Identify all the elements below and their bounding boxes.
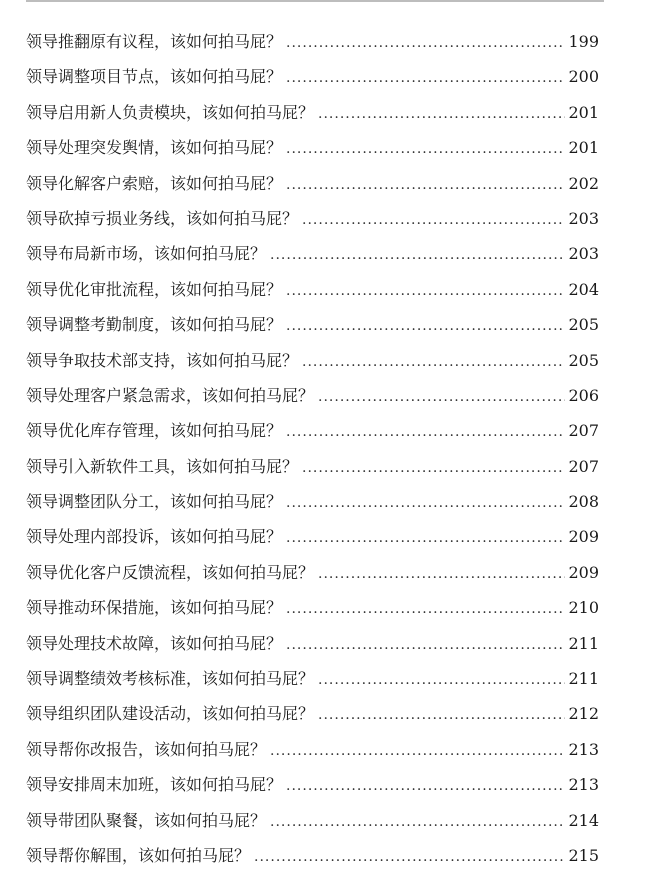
toc-entry-title: 领导布局新市场，该如何拍马屁？ xyxy=(26,244,267,264)
toc-dot-leader xyxy=(286,769,565,804)
toc-entry-title: 领导带团队聚餐，该如何拍马屁？ xyxy=(26,810,267,830)
toc-entry-page-number: 210 xyxy=(568,598,599,618)
toc-entry[interactable] xyxy=(26,519,599,554)
toc-entry-page-number: 212 xyxy=(568,704,599,724)
toc-entry-title: 领导处理技术故障，该如何拍马屁？ xyxy=(26,633,283,653)
toc-entry[interactable] xyxy=(26,484,599,519)
toc-entry-title: 领导优化审批流程，该如何拍马屁？ xyxy=(26,279,283,299)
toc-dot-leader xyxy=(318,663,565,698)
toc-entry-page-number: 201 xyxy=(568,102,599,122)
toc-entry-page-number: 213 xyxy=(568,739,599,759)
toc-entry-title: 领导砍掉亏损业务线，该如何拍马屁？ xyxy=(26,208,299,228)
toc-entry-title: 领导处理内部投诉，该如何拍马屁？ xyxy=(26,527,283,547)
toc-dot-leader xyxy=(302,345,565,380)
toc-entry-page-number: 206 xyxy=(568,385,599,405)
toc-dot-leader xyxy=(318,380,565,415)
toc-dot-leader xyxy=(286,521,565,556)
toc-entry-title: 领导推动环保措施，该如何拍马屁？ xyxy=(26,598,283,618)
toc-dot-leader xyxy=(286,26,565,61)
toc-dot-leader xyxy=(286,61,565,96)
toc-entry-title: 领导帮你解围，该如何拍马屁？ xyxy=(26,845,251,865)
toc-dot-leader xyxy=(254,840,565,875)
toc-entry[interactable] xyxy=(26,236,599,271)
toc-dot-leader xyxy=(270,734,565,769)
toc-dot-leader xyxy=(286,592,565,627)
toc-entry[interactable] xyxy=(26,767,599,802)
toc-entry-page-number: 207 xyxy=(568,421,599,441)
toc-entry[interactable] xyxy=(26,626,599,661)
toc-entry-title: 领导调整绩效考核标准，该如何拍马屁？ xyxy=(26,669,315,689)
toc-entry-page-number: 205 xyxy=(568,315,599,335)
toc-dot-leader xyxy=(270,805,565,840)
toc-entry-page-number: 207 xyxy=(568,456,599,476)
toc-entry-page-number: 202 xyxy=(568,173,599,193)
toc-dot-leader xyxy=(286,415,565,450)
toc-entry-page-number: 205 xyxy=(568,350,599,370)
toc-entry-page-number: 199 xyxy=(568,32,599,51)
toc-entry[interactable] xyxy=(26,590,599,625)
toc-dot-leader xyxy=(286,168,565,203)
toc-entry-page-number: 203 xyxy=(568,208,599,228)
toc-entry-title: 领导优化库存管理，该如何拍马屁？ xyxy=(26,421,283,441)
toc-dot-leader xyxy=(286,309,565,344)
toc-dot-leader xyxy=(286,628,565,663)
toc-dot-leader xyxy=(302,203,565,238)
toc-entry[interactable] xyxy=(26,166,599,201)
toc-dot-leader xyxy=(302,451,565,486)
toc-entry-page-number: 201 xyxy=(568,138,599,158)
toc-entry-page-number: 204 xyxy=(568,279,599,299)
toc-entry-page-number: 215 xyxy=(568,845,599,865)
table-of-contents xyxy=(26,24,599,873)
toc-entry-page-number: 209 xyxy=(568,562,599,582)
toc-entry[interactable] xyxy=(26,449,599,484)
toc-entry[interactable] xyxy=(26,307,599,342)
toc-entry-page-number: 211 xyxy=(568,669,599,689)
toc-entry-page-number: 203 xyxy=(568,244,599,264)
toc-dot-leader xyxy=(318,698,565,733)
top-rule xyxy=(26,0,604,2)
toc-entry[interactable] xyxy=(26,413,599,448)
toc-dot-leader xyxy=(286,486,565,521)
toc-entry-title: 领导调整团队分工，该如何拍马屁？ xyxy=(26,492,283,512)
toc-entry[interactable] xyxy=(26,378,599,413)
toc-entry[interactable] xyxy=(26,555,599,590)
toc-entry[interactable] xyxy=(26,696,599,731)
toc-entry-page-number: 209 xyxy=(568,527,599,547)
toc-entry-page-number: 213 xyxy=(568,775,599,795)
toc-entry-title: 领导优化客户反馈流程，该如何拍马屁？ xyxy=(26,562,315,582)
toc-entry[interactable] xyxy=(26,661,599,696)
toc-entry[interactable] xyxy=(26,201,599,236)
toc-entry[interactable] xyxy=(26,59,599,94)
toc-entry-page-number: 211 xyxy=(568,633,599,653)
toc-entry-page-number: 214 xyxy=(568,810,599,830)
toc-entry[interactable] xyxy=(26,343,599,378)
toc-entry[interactable] xyxy=(26,838,599,873)
toc-dot-leader xyxy=(270,238,565,273)
toc-entry[interactable] xyxy=(26,95,599,130)
toc-entry-title: 领导组织团队建设活动，该如何拍马屁？ xyxy=(26,704,315,724)
toc-entry-title: 领导引入新软件工具，该如何拍马屁？ xyxy=(26,456,299,476)
toc-entry-page-number: 200 xyxy=(568,67,599,87)
toc-dot-leader xyxy=(318,97,565,132)
toc-entry[interactable] xyxy=(26,130,599,165)
toc-entry-title: 领导处理突发舆情，该如何拍马屁？ xyxy=(26,138,283,158)
toc-entry[interactable] xyxy=(26,803,599,838)
toc-entry-title: 领导调整考勤制度，该如何拍马屁？ xyxy=(26,315,283,335)
toc-entry-page-number: 208 xyxy=(568,492,599,512)
toc-entry-title: 领导帮你改报告，该如何拍马屁？ xyxy=(26,739,267,759)
toc-entry[interactable] xyxy=(26,272,599,307)
toc-entry-title: 领导化解客户索赔，该如何拍马屁？ xyxy=(26,173,283,193)
toc-entry-title: 领导启用新人负责模块，该如何拍马屁？ xyxy=(26,102,315,122)
toc-entry-title: 领导推翻原有议程，该如何拍马屁？ xyxy=(26,32,283,51)
toc-entry-title: 领导调整项目节点，该如何拍马屁？ xyxy=(26,67,283,87)
toc-dot-leader xyxy=(286,132,565,167)
toc-entry-title: 领导安排周末加班，该如何拍马屁？ xyxy=(26,775,283,795)
toc-entry[interactable] xyxy=(26,24,599,59)
toc-entry-title: 领导处理客户紧急需求，该如何拍马屁？ xyxy=(26,385,315,405)
toc-entry-title: 领导争取技术部支持，该如何拍马屁？ xyxy=(26,350,299,370)
toc-dot-leader xyxy=(318,557,565,592)
toc-dot-leader xyxy=(286,274,565,309)
toc-entry[interactable] xyxy=(26,732,599,767)
